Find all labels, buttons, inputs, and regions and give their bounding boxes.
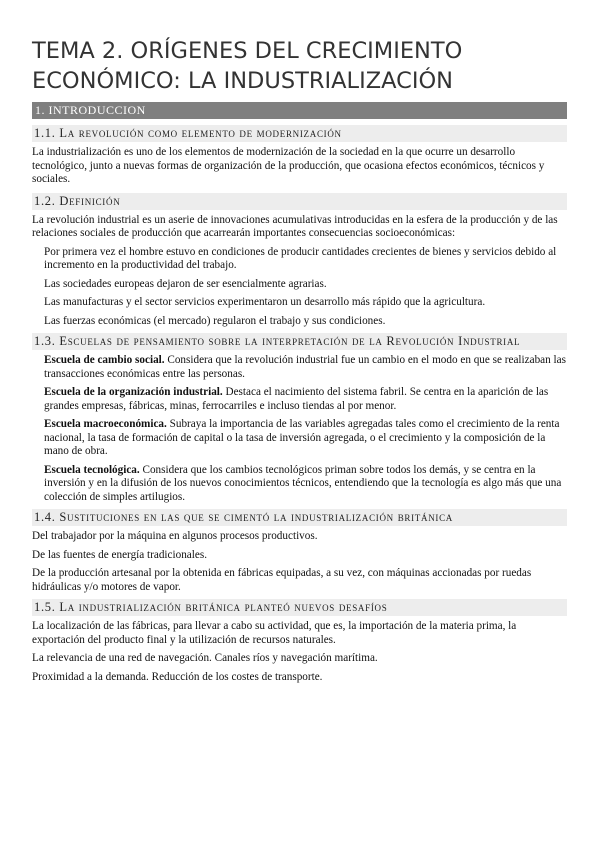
- school-item: [44, 386, 567, 413]
- list-item: Las manufacturas y el sector servicios experimentaron un desarrollo más rápido que la agricultura.: [44, 296, 486, 308]
- document-page: [32, 36, 567, 689]
- subsection-heading-1-3: 1.3. Escuelas de pensamiento sobre la interpretación de la Revolución Industrial: [32, 333, 567, 350]
- school-name: Escuela de cambio social.: [44, 354, 165, 366]
- list-item: Del trabajador por la máquina en algunos procesos productivos.: [32, 530, 318, 542]
- school-text: Considera que la revolución industrial fue un cambio en el modo en que se realizaban las transacciones económicas entre las personas.: [44, 354, 566, 380]
- list-item: La relevancia de una red de navegación. Canales ríos y navegación marítima.: [32, 652, 378, 664]
- title-line-1: TEMA 2. ORÍGENES DEL CRECIMIENTO: [32, 38, 463, 64]
- list-item: La localización de las fábricas, para llevar a cabo su actividad, que es, la importación de la materia prima, la exportación del producto final y la utilización de recursos naturales.: [32, 620, 517, 646]
- subsection-heading-1-5: 1.5. La industrialización británica planteó nuevos desafíos: [32, 599, 567, 616]
- paragraph-1-2: La revolución industrial es un aserie de innovaciones acumulativas introducidas en la esfera de la producción y de las relaciones sociales de producción que acarrearán importantes consecuencias socioeconómicas:: [32, 213, 558, 239]
- school-name: Escuela de la organización industrial.: [44, 386, 223, 398]
- school-text: Destaca el nacimiento del sistema fabril. Se centra en la aparición de las grandes empresas, fábricas, minas, ferrocarriles e incluso tiendas al por menor.: [44, 386, 549, 412]
- school-item: [44, 464, 567, 505]
- subsection-heading-1-2: 1.2. Definición: [32, 193, 567, 210]
- list-item: Las fuerzas económicas (el mercado) regularon el trabajo y sus condiciones.: [44, 314, 386, 327]
- school-name: Escuela macroeconómica.: [44, 418, 167, 430]
- document-title: [32, 36, 567, 96]
- school-text: Considera que los cambios tecnológicos priman sobre todos los demás, y se centra en la inversión y en la difusión de los nuevos conocimientos técnicos, entendiendo que la tecnología es algo más que una colección de simples artilugios.: [44, 463, 562, 503]
- title-line-2: ECONÓMICO: LA INDUSTRIALIZACIÓN: [32, 68, 453, 94]
- school-item: [44, 418, 567, 459]
- list-item: Por primera vez el hombre estuvo en condiciones de producir cantidades crecientes de bienes y servicios debido al incremento en la productividad del trabajo.: [44, 245, 557, 271]
- list-item: De la producción artesanal por la obtenida en fábricas equipadas, a su vez, con máquinas accionadas por ruedas hidráulicas y/o motores de vapor.: [32, 567, 532, 593]
- list-item: De las fuentes de energía tradicionales.: [32, 548, 207, 561]
- school-name: Escuela tecnológica.: [44, 463, 140, 476]
- school-item: [44, 354, 567, 381]
- paragraph-1-1: La industrialización es uno de los elementos de modernización de la sociedad en la que ocurre un desarrollo tecnológico, junto a nuevas formas de organización de la producción, que ocasiona efectos económicos, técnicos y sociales.: [32, 146, 545, 185]
- list-item: Proximidad a la demanda. Reducción de los costes de transporte.: [32, 670, 323, 683]
- school-text: Subraya la importancia de las variables agregadas tales como el crecimiento de la renta nacional, la tasa de formación de capital o la tasa de inversión agregada, o el crecimiento y la composición de la mano de obra.: [44, 418, 560, 457]
- subsection-heading-1-4: 1.4. Sustituciones en las que se cimentó la industrialización británica: [32, 509, 567, 526]
- subsection-heading-1-1: 1.1. La revolución como elemento de modernización: [32, 125, 567, 142]
- section-heading-introduccion: 1. INTRODUCCION: [32, 102, 567, 119]
- list-item: Las sociedades europeas dejaron de ser esencialmente agrarias.: [44, 277, 327, 290]
